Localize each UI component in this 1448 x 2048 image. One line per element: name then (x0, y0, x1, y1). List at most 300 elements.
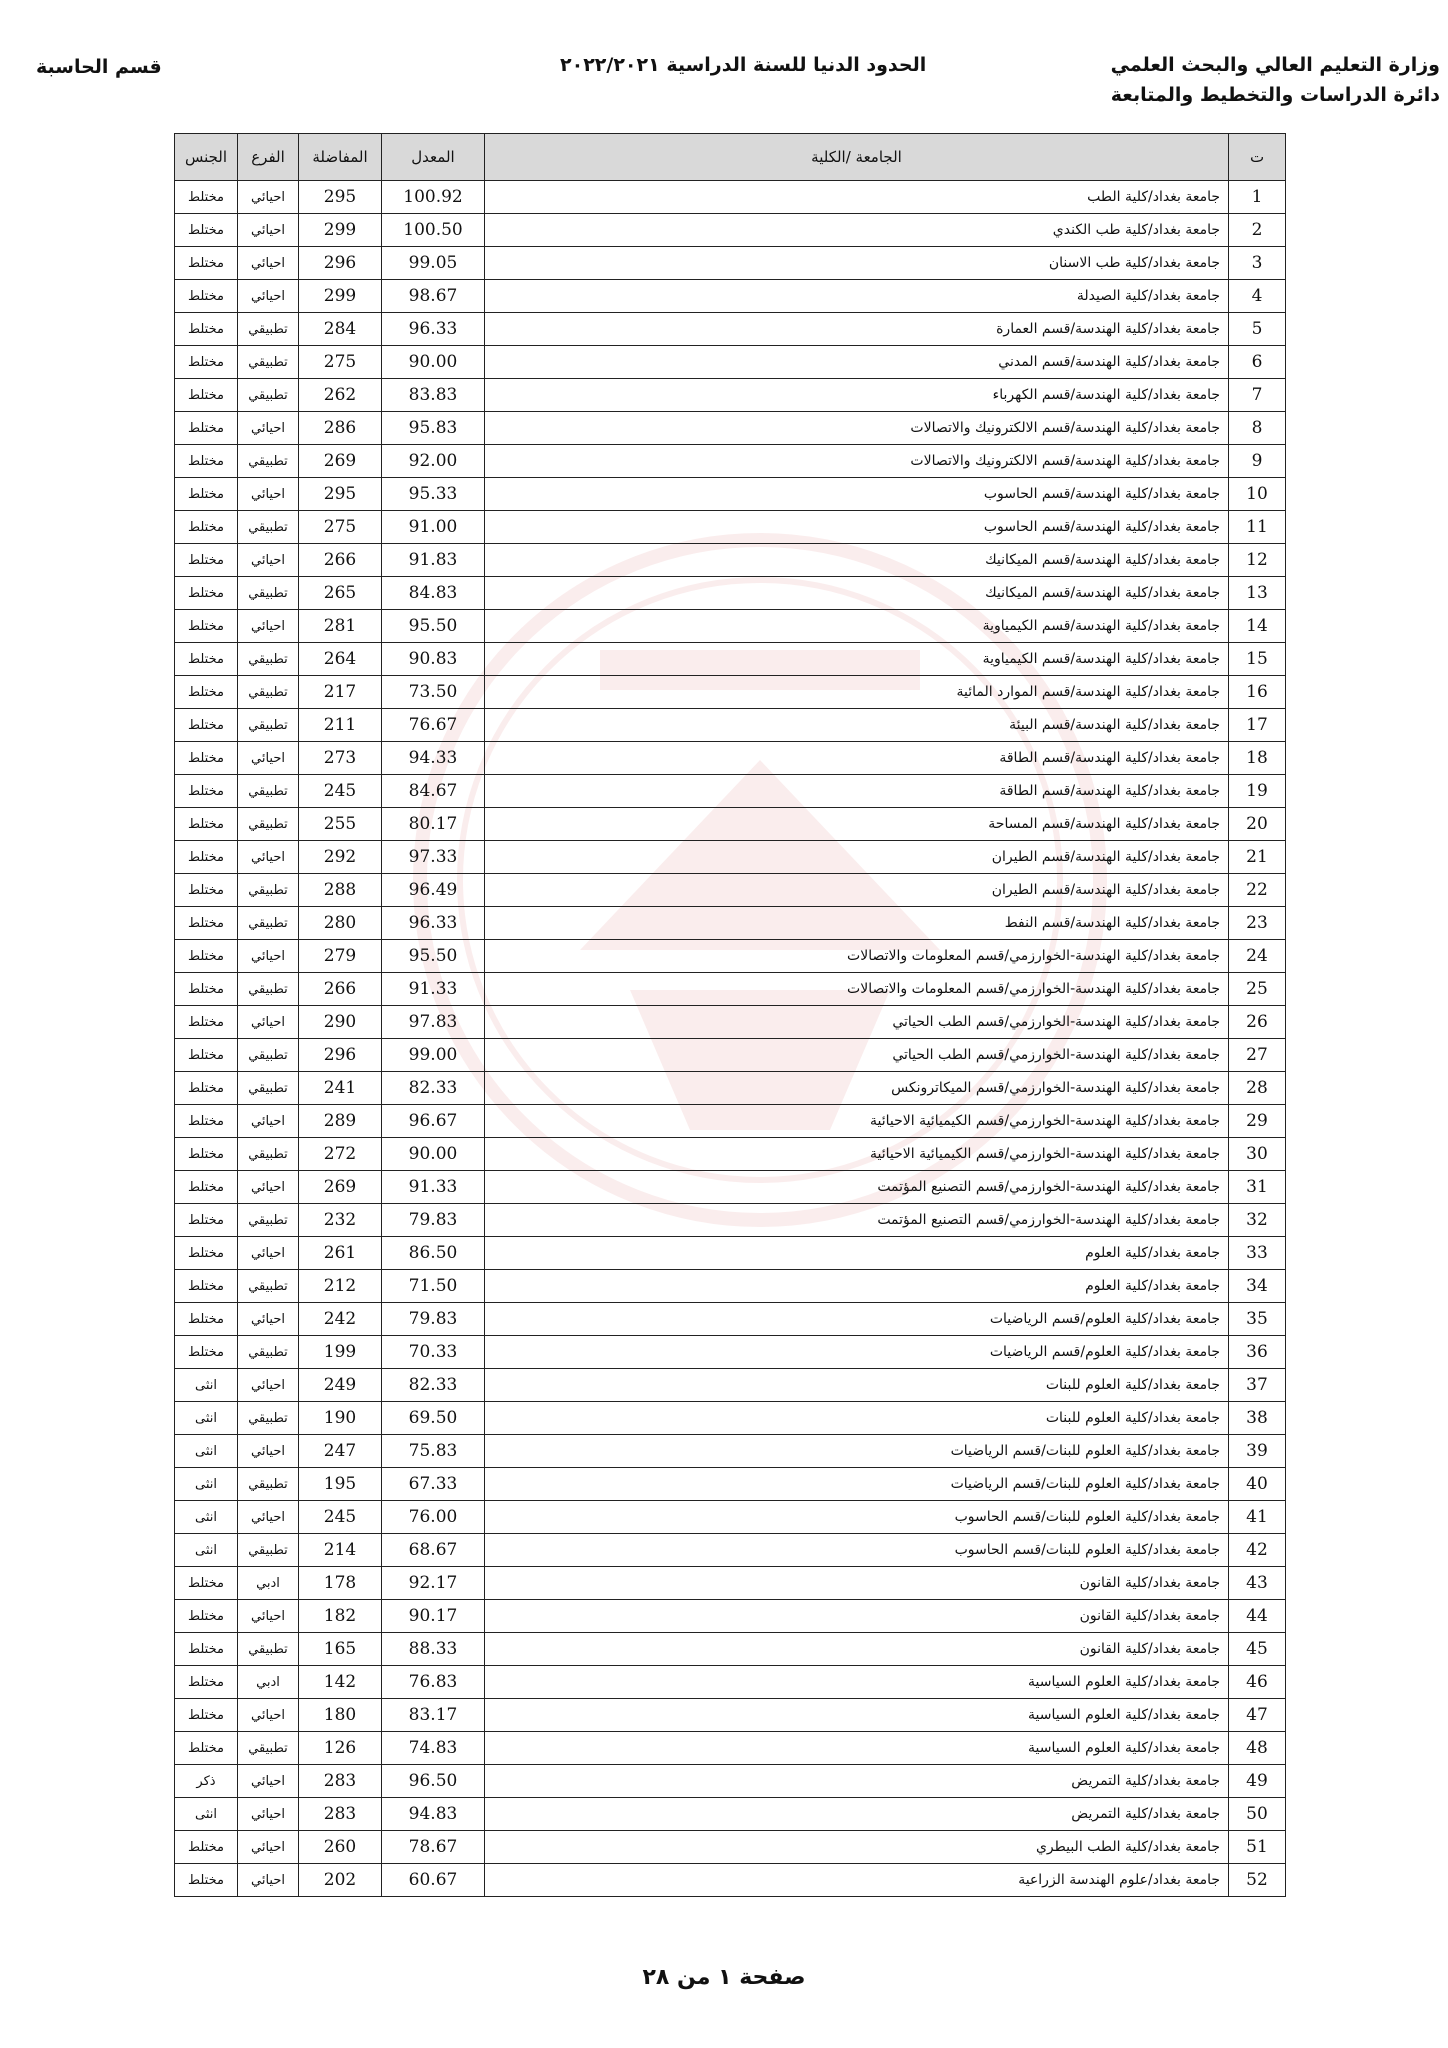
row-branch: تطبيقي (238, 1072, 299, 1105)
table-row (175, 412, 1286, 445)
row-gender: مختلط (175, 1072, 238, 1105)
row-average: 60.67 (382, 1864, 485, 1897)
table-row (175, 1204, 1286, 1237)
row-preference: 232 (299, 1204, 382, 1237)
table-row (175, 1699, 1286, 1732)
row-average: 79.83 (382, 1303, 485, 1336)
table-row (175, 445, 1286, 478)
table-row (175, 247, 1286, 280)
row-preference: 180 (299, 1699, 382, 1732)
row-branch: احيائي (238, 940, 299, 973)
row-university-college: جامعة بغداد/كلية الهندسة/قسم العمارة (485, 313, 1229, 346)
row-preference: 202 (299, 1864, 382, 1897)
row-serial: 40 (1229, 1468, 1286, 1501)
row-gender: مختلط (175, 709, 238, 742)
table-row (175, 1237, 1286, 1270)
row-branch: تطبيقي (238, 445, 299, 478)
row-average: 99.00 (382, 1039, 485, 1072)
table-row (175, 841, 1286, 874)
table-row (175, 1072, 1286, 1105)
table-row (175, 1369, 1286, 1402)
row-university-college: جامعة بغداد/كلية العلوم للبنات/قسم الحاسوب (485, 1534, 1229, 1567)
row-preference: 269 (299, 1171, 382, 1204)
page-number: صفحة ١ من ٢٨ (642, 1965, 806, 1990)
row-average: 80.17 (382, 808, 485, 841)
row-preference: 286 (299, 412, 382, 445)
row-serial: 5 (1229, 313, 1286, 346)
row-serial: 33 (1229, 1237, 1286, 1270)
row-average: 76.83 (382, 1666, 485, 1699)
row-gender: مختلط (175, 214, 238, 247)
table-row (175, 313, 1286, 346)
row-serial: 42 (1229, 1534, 1286, 1567)
row-average: 73.50 (382, 676, 485, 709)
row-preference: 247 (299, 1435, 382, 1468)
row-branch: تطبيقي (238, 1633, 299, 1666)
row-branch: تطبيقي (238, 808, 299, 841)
row-branch: تطبيقي (238, 1270, 299, 1303)
row-preference: 265 (299, 577, 382, 610)
row-university-college: جامعة بغداد/كلية الهندسة/قسم الكيمياوية (485, 610, 1229, 643)
row-preference: 190 (299, 1402, 382, 1435)
row-branch: تطبيقي (238, 1336, 299, 1369)
table-row (175, 1501, 1286, 1534)
row-serial: 15 (1229, 643, 1286, 676)
row-university-college: جامعة بغداد/كلية الهندسة/قسم الطاقة (485, 775, 1229, 808)
table-row (175, 610, 1286, 643)
row-university-college: جامعة بغداد/كلية الهندسة/قسم الحاسوب (485, 478, 1229, 511)
row-gender: مختلط (175, 412, 238, 445)
row-branch: تطبيقي (238, 1732, 299, 1765)
row-serial: 41 (1229, 1501, 1286, 1534)
row-preference: 242 (299, 1303, 382, 1336)
row-gender: مختلط (175, 775, 238, 808)
row-branch: احيائي (238, 1765, 299, 1798)
row-average: 96.49 (382, 874, 485, 907)
row-preference: 269 (299, 445, 382, 478)
row-serial: 25 (1229, 973, 1286, 1006)
row-university-college: جامعة بغداد/كلية الهندسة/قسم النفط (485, 907, 1229, 940)
table-row (175, 973, 1286, 1006)
header-serial: ت (1229, 134, 1286, 181)
row-preference: 289 (299, 1105, 382, 1138)
row-preference: 284 (299, 313, 382, 346)
row-average: 83.17 (382, 1699, 485, 1732)
row-average: 96.67 (382, 1105, 485, 1138)
row-branch: احيائي (238, 1798, 299, 1831)
row-preference: 299 (299, 280, 382, 313)
row-university-college: جامعة بغداد/كلية التمريض (485, 1765, 1229, 1798)
table-row (175, 643, 1286, 676)
row-branch: تطبيقي (238, 511, 299, 544)
table-row (175, 346, 1286, 379)
admission-minimums-table (174, 133, 1286, 1897)
row-serial: 20 (1229, 808, 1286, 841)
row-branch: احيائي (238, 1435, 299, 1468)
row-university-college: جامعة بغداد/كلية الصيدلة (485, 280, 1229, 313)
row-gender: مختلط (175, 874, 238, 907)
row-university-college: جامعة بغداد/كلية الهندسة/قسم الكهرباء (485, 379, 1229, 412)
row-average: 74.83 (382, 1732, 485, 1765)
row-branch: تطبيقي (238, 874, 299, 907)
row-preference: 292 (299, 841, 382, 874)
row-preference: 262 (299, 379, 382, 412)
row-branch: تطبيقي (238, 973, 299, 1006)
row-branch: احيائي (238, 412, 299, 445)
row-gender: انثى (175, 1402, 238, 1435)
table-row (175, 511, 1286, 544)
row-gender: مختلط (175, 1237, 238, 1270)
row-preference: 214 (299, 1534, 382, 1567)
header-average: المعدل (382, 134, 485, 181)
row-serial: 16 (1229, 676, 1286, 709)
row-preference: 295 (299, 478, 382, 511)
row-serial: 46 (1229, 1666, 1286, 1699)
row-average: 94.33 (382, 742, 485, 775)
row-average: 90.00 (382, 1138, 485, 1171)
row-branch: احيائي (238, 841, 299, 874)
row-university-college: جامعة بغداد/كلية الهندسة-الخوارزمي/قسم التصنيع المؤتمت (485, 1204, 1229, 1237)
row-gender: مختلط (175, 280, 238, 313)
row-preference: 266 (299, 973, 382, 1006)
row-branch: احيائي (238, 1501, 299, 1534)
row-gender: مختلط (175, 643, 238, 676)
row-average: 95.50 (382, 610, 485, 643)
row-branch: تطبيقي (238, 1204, 299, 1237)
row-serial: 37 (1229, 1369, 1286, 1402)
row-average: 99.05 (382, 247, 485, 280)
row-preference: 280 (299, 907, 382, 940)
row-serial: 11 (1229, 511, 1286, 544)
table-row (175, 1732, 1286, 1765)
row-gender: مختلط (175, 940, 238, 973)
row-average: 68.67 (382, 1534, 485, 1567)
row-serial: 31 (1229, 1171, 1286, 1204)
table-row (175, 1666, 1286, 1699)
row-gender: مختلط (175, 610, 238, 643)
row-gender: انثى (175, 1501, 238, 1534)
row-serial: 10 (1229, 478, 1286, 511)
row-preference: 182 (299, 1600, 382, 1633)
row-university-college: جامعة بغداد/كلية العلوم للبنات/قسم الحاسوب (485, 1501, 1229, 1534)
row-average: 91.33 (382, 973, 485, 1006)
row-university-college: جامعة بغداد/كلية الهندسة/قسم المدني (485, 346, 1229, 379)
table-row (175, 1435, 1286, 1468)
row-branch: احيائي (238, 610, 299, 643)
row-average: 91.00 (382, 511, 485, 544)
row-preference: 142 (299, 1666, 382, 1699)
row-branch: ادبي (238, 1666, 299, 1699)
row-branch: احيائي (238, 280, 299, 313)
row-university-college: جامعة بغداد/كلية الهندسة/قسم الالكترونيك والاتصالات (485, 412, 1229, 445)
row-average: 98.67 (382, 280, 485, 313)
row-serial: 29 (1229, 1105, 1286, 1138)
row-branch: احيائي (238, 478, 299, 511)
row-serial: 47 (1229, 1699, 1286, 1732)
row-gender: مختلط (175, 841, 238, 874)
row-gender: مختلط (175, 676, 238, 709)
row-serial: 28 (1229, 1072, 1286, 1105)
table-row (175, 577, 1286, 610)
row-average: 92.00 (382, 445, 485, 478)
row-preference: 283 (299, 1798, 382, 1831)
row-preference: 290 (299, 1006, 382, 1039)
row-serial: 12 (1229, 544, 1286, 577)
row-university-college: جامعة بغداد/كلية العلوم (485, 1270, 1229, 1303)
row-average: 97.33 (382, 841, 485, 874)
header-university-college: الجامعة /الكلية (485, 134, 1229, 181)
row-average: 100.92 (382, 181, 485, 214)
row-university-college: جامعة بغداد/كلية الهندسة/قسم الطاقة (485, 742, 1229, 775)
row-branch: تطبيقي (238, 907, 299, 940)
row-gender: مختلط (175, 1732, 238, 1765)
row-branch: تطبيقي (238, 1039, 299, 1072)
row-average: 97.83 (382, 1006, 485, 1039)
row-serial: 50 (1229, 1798, 1286, 1831)
row-university-college: جامعة بغداد/كلية الهندسة/قسم الموارد المائية (485, 676, 1229, 709)
row-average: 84.83 (382, 577, 485, 610)
row-gender: مختلط (175, 379, 238, 412)
row-average: 100.50 (382, 214, 485, 247)
row-university-college: جامعة بغداد/كلية الهندسة/قسم الميكانيك (485, 577, 1229, 610)
row-preference: 261 (299, 1237, 382, 1270)
row-branch: تطبيقي (238, 1138, 299, 1171)
row-university-college: جامعة بغداد/كلية الطب البيطري (485, 1831, 1229, 1864)
row-university-college: جامعة بغداد/كلية الهندسة/قسم الالكترونيك والاتصالات (485, 445, 1229, 478)
table-row (175, 478, 1286, 511)
row-gender: مختلط (175, 1666, 238, 1699)
row-serial: 21 (1229, 841, 1286, 874)
row-university-college: جامعة بغداد/كلية الهندسة-الخوارزمي/قسم الطب الحياتي (485, 1039, 1229, 1072)
row-serial: 35 (1229, 1303, 1286, 1336)
table-row (175, 1468, 1286, 1501)
row-branch: تطبيقي (238, 1402, 299, 1435)
row-university-college: جامعة بغداد/كلية الهندسة-الخوارزمي/قسم الكيميائية الاحيائية (485, 1138, 1229, 1171)
row-serial: 18 (1229, 742, 1286, 775)
row-gender: انثى (175, 1468, 238, 1501)
row-branch: احيائي (238, 1006, 299, 1039)
row-gender: مختلط (175, 1171, 238, 1204)
row-university-college: جامعة بغداد/كلية طب الكندي (485, 214, 1229, 247)
row-preference: 195 (299, 1468, 382, 1501)
row-gender: انثى (175, 1369, 238, 1402)
row-gender: مختلط (175, 577, 238, 610)
row-university-college: جامعة بغداد/كلية العلوم السياسية (485, 1699, 1229, 1732)
row-preference: 241 (299, 1072, 382, 1105)
row-serial: 14 (1229, 610, 1286, 643)
table-row (175, 1600, 1286, 1633)
row-branch: تطبيقي (238, 775, 299, 808)
department-name: قسم الحاسبة (36, 56, 162, 78)
row-university-college: جامعة بغداد/كلية الهندسة/قسم الكيمياوية (485, 643, 1229, 676)
row-average: 75.83 (382, 1435, 485, 1468)
row-average: 96.33 (382, 907, 485, 940)
row-university-college: جامعة بغداد/كلية العلوم للبنات/قسم الرياضيات (485, 1435, 1229, 1468)
row-serial: 9 (1229, 445, 1286, 478)
row-preference: 296 (299, 247, 382, 280)
row-gender: مختلط (175, 1567, 238, 1600)
row-preference: 212 (299, 1270, 382, 1303)
row-average: 82.33 (382, 1072, 485, 1105)
table-row (175, 676, 1286, 709)
row-gender: مختلط (175, 181, 238, 214)
row-average: 84.67 (382, 775, 485, 808)
row-preference: 245 (299, 775, 382, 808)
table-row (175, 214, 1286, 247)
row-average: 91.33 (382, 1171, 485, 1204)
row-branch: احيائي (238, 1369, 299, 1402)
row-serial: 2 (1229, 214, 1286, 247)
table-row (175, 379, 1286, 412)
row-branch: احيائي (238, 1699, 299, 1732)
table-row (175, 742, 1286, 775)
row-university-college: جامعة بغداد/كلية العلوم السياسية (485, 1666, 1229, 1699)
table-row (175, 1864, 1286, 1897)
row-gender: مختلط (175, 1006, 238, 1039)
row-branch: تطبيقي (238, 313, 299, 346)
table-row (175, 1336, 1286, 1369)
header-branch: الفرع (238, 134, 299, 181)
row-university-college: جامعة بغداد/علوم الهندسة الزراعية (485, 1864, 1229, 1897)
row-gender: مختلط (175, 478, 238, 511)
row-average: 70.33 (382, 1336, 485, 1369)
row-serial: 30 (1229, 1138, 1286, 1171)
row-average: 83.83 (382, 379, 485, 412)
row-university-college: جامعة بغداد/كلية الهندسة-الخوارزمي/قسم الميكاترونكس (485, 1072, 1229, 1105)
row-serial: 24 (1229, 940, 1286, 973)
table-row (175, 1798, 1286, 1831)
row-preference: 264 (299, 643, 382, 676)
row-average: 82.33 (382, 1369, 485, 1402)
row-serial: 8 (1229, 412, 1286, 445)
table-row (175, 709, 1286, 742)
row-branch: احيائي (238, 1237, 299, 1270)
row-serial: 6 (1229, 346, 1286, 379)
row-branch: احيائي (238, 1831, 299, 1864)
table-row (175, 907, 1286, 940)
table-row (175, 1567, 1286, 1600)
row-serial: 52 (1229, 1864, 1286, 1897)
row-serial: 48 (1229, 1732, 1286, 1765)
row-preference: 279 (299, 940, 382, 973)
row-preference: 296 (299, 1039, 382, 1072)
row-university-college: جامعة بغداد/كلية الهندسة-الخوارزمي/قسم المعلومات والاتصالات (485, 940, 1229, 973)
table-row (175, 1303, 1286, 1336)
row-serial: 1 (1229, 181, 1286, 214)
row-gender: مختلط (175, 1831, 238, 1864)
table-row (175, 775, 1286, 808)
row-average: 71.50 (382, 1270, 485, 1303)
row-preference: 288 (299, 874, 382, 907)
row-serial: 27 (1229, 1039, 1286, 1072)
row-university-college: جامعة بغداد/كلية الهندسة-الخوارزمي/قسم المعلومات والاتصالات (485, 973, 1229, 1006)
row-gender: مختلط (175, 1270, 238, 1303)
row-preference: 266 (299, 544, 382, 577)
row-serial: 22 (1229, 874, 1286, 907)
row-branch: تطبيقي (238, 1534, 299, 1567)
row-gender: انثى (175, 1435, 238, 1468)
row-university-college: جامعة بغداد/كلية الهندسة/قسم الطيران (485, 841, 1229, 874)
header-gender: الجنس (175, 134, 238, 181)
row-serial: 51 (1229, 1831, 1286, 1864)
row-university-college: جامعة بغداد/كلية العلوم للبنات/قسم الرياضيات (485, 1468, 1229, 1501)
row-preference: 165 (299, 1633, 382, 1666)
row-university-college: جامعة بغداد/كلية العلوم/قسم الرياضيات (485, 1303, 1229, 1336)
row-gender: مختلط (175, 247, 238, 280)
row-branch: احيائي (238, 181, 299, 214)
row-average: 96.33 (382, 313, 485, 346)
row-average: 95.83 (382, 412, 485, 445)
directorate-name: دائرة الدراسات والتخطيط والمتابعة (1110, 84, 1440, 106)
row-preference: 272 (299, 1138, 382, 1171)
row-gender: مختلط (175, 1336, 238, 1369)
row-branch: تطبيقي (238, 676, 299, 709)
table-row (175, 1039, 1286, 1072)
row-gender: مختلط (175, 1138, 238, 1171)
row-serial: 36 (1229, 1336, 1286, 1369)
row-average: 69.50 (382, 1402, 485, 1435)
row-university-college: جامعة بغداد/كلية العلوم السياسية (485, 1732, 1229, 1765)
row-university-college: جامعة بغداد/كلية الهندسة-الخوارزمي/قسم الكيميائية الاحيائية (485, 1105, 1229, 1138)
table-row (175, 808, 1286, 841)
document-title: الحدود الدنيا للسنة الدراسية ٢٠٢٢/٢٠٢١ (560, 54, 927, 76)
row-preference: 260 (299, 1831, 382, 1864)
row-preference: 275 (299, 511, 382, 544)
row-serial: 34 (1229, 1270, 1286, 1303)
row-average: 76.67 (382, 709, 485, 742)
row-branch: احيائي (238, 247, 299, 280)
row-average: 90.17 (382, 1600, 485, 1633)
table-row (175, 280, 1286, 313)
row-university-college: جامعة بغداد/كلية الهندسة/قسم الحاسوب (485, 511, 1229, 544)
row-branch: احيائي (238, 1864, 299, 1897)
row-branch: ادبي (238, 1567, 299, 1600)
row-university-college: جامعة بغداد/كلية القانون (485, 1567, 1229, 1600)
row-university-college: جامعة بغداد/كلية الهندسة/قسم المساحة (485, 808, 1229, 841)
row-gender: مختلط (175, 1633, 238, 1666)
row-serial: 13 (1229, 577, 1286, 610)
ministry-name: وزارة التعليم العالي والبحث العلمي (1110, 54, 1440, 76)
row-preference: 211 (299, 709, 382, 742)
row-branch: احيائي (238, 544, 299, 577)
row-average: 91.83 (382, 544, 485, 577)
row-branch: احيائي (238, 1171, 299, 1204)
row-gender: مختلط (175, 1204, 238, 1237)
row-gender: مختلط (175, 1105, 238, 1138)
row-gender: مختلط (175, 1303, 238, 1336)
row-university-college: جامعة بغداد/كلية العلوم للبنات (485, 1402, 1229, 1435)
row-average: 94.83 (382, 1798, 485, 1831)
row-branch: احيائي (238, 742, 299, 775)
row-preference: 281 (299, 610, 382, 643)
row-preference: 217 (299, 676, 382, 709)
row-branch: تطبيقي (238, 643, 299, 676)
row-serial: 7 (1229, 379, 1286, 412)
row-average: 78.67 (382, 1831, 485, 1864)
row-branch: احيائي (238, 214, 299, 247)
header-preference: المفاضلة (299, 134, 382, 181)
table-row (175, 1171, 1286, 1204)
row-preference: 126 (299, 1732, 382, 1765)
row-preference: 295 (299, 181, 382, 214)
table-row (175, 1270, 1286, 1303)
table-row (175, 1402, 1286, 1435)
row-serial: 3 (1229, 247, 1286, 280)
row-preference: 255 (299, 808, 382, 841)
row-average: 79.83 (382, 1204, 485, 1237)
table-row (175, 181, 1286, 214)
row-gender: مختلط (175, 313, 238, 346)
